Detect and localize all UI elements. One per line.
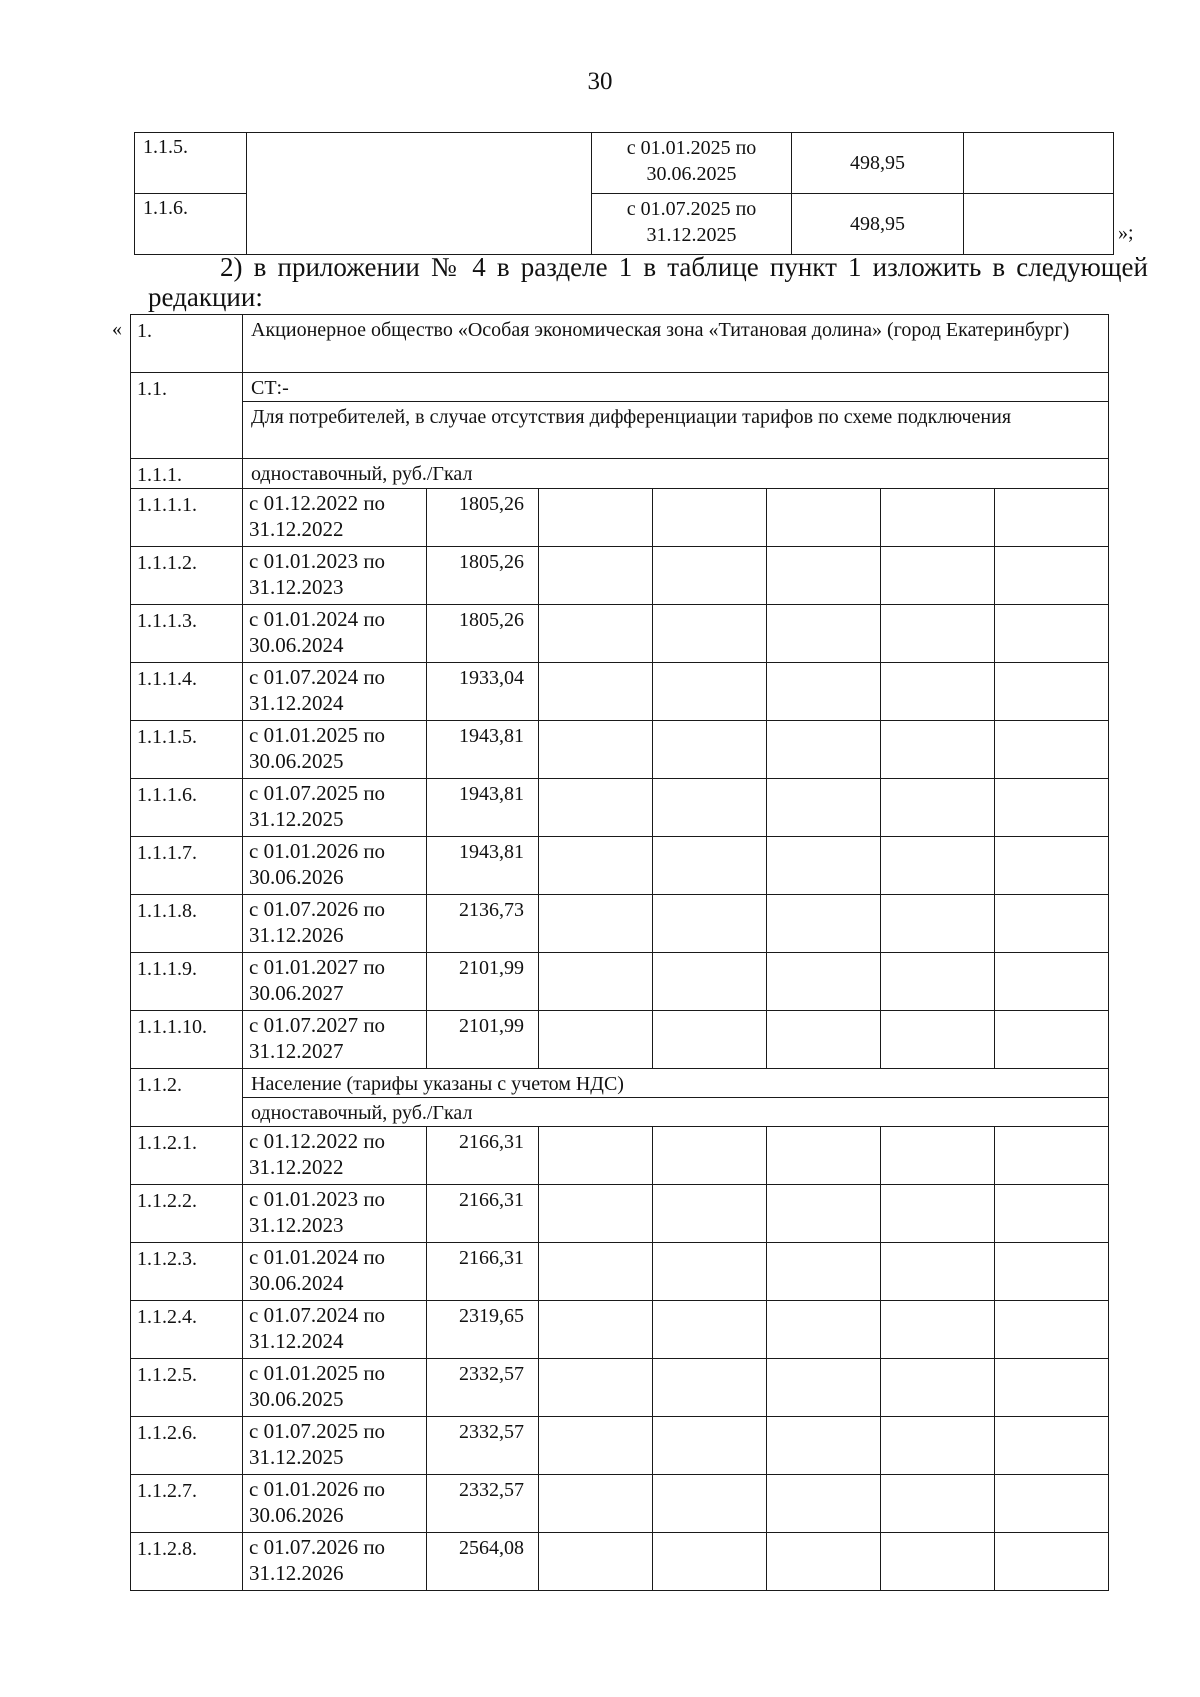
row-number: 1.1.2.3. [131,1243,243,1301]
empty-cell [881,489,995,547]
opening-quote: « [112,318,122,340]
organization-name: Акционерное общество «Особая экономическая зона «Титановая долина» (город Екатеринбург) [243,315,1109,373]
table-row [131,1243,1109,1301]
tariff-value: 1943,81 [427,779,539,837]
period-cell: с 01.07.2025 по 31.12.2025 [592,194,792,255]
tariff-value: 1933,04 [427,663,539,721]
row-number: 1.1.2.8. [131,1533,243,1591]
tariff-value: 1943,81 [427,721,539,779]
empty-cell [995,1185,1109,1243]
tariff-value: 2332,57 [427,1359,539,1417]
row-number: 1.1.1.3. [131,605,243,663]
tariff-value: 2101,99 [427,953,539,1011]
period-cell: с 01.07.2024 по 31.12.2024 [243,1301,427,1359]
empty-cell [881,837,995,895]
table-row [131,1533,1109,1591]
table-row [131,489,1109,547]
section-desc-row [131,402,1109,459]
table-row [131,779,1109,837]
tariff-value: 1805,26 [427,489,539,547]
period-cell: с 01.01.2025 по 30.06.2025 [592,133,792,194]
empty-cell [767,1359,881,1417]
empty-cell [767,1417,881,1475]
closing-quote: »; [1118,222,1134,244]
empty-cell [995,895,1109,953]
empty-cell [653,663,767,721]
empty-cell [767,1301,881,1359]
empty-cell [881,779,995,837]
empty-cell [767,721,881,779]
empty-cell [767,1533,881,1591]
empty-cell [767,837,881,895]
group-header-row [131,1069,1109,1098]
table-row [131,1185,1109,1243]
empty-cell [995,721,1109,779]
paragraph-line-1: 2) в приложении № 4 в разделе 1 в таблице пункт 1 изложить в следующей [220,252,1148,282]
row-number: 1.1.6. [135,194,247,255]
empty-cell [995,1127,1109,1185]
empty-cell [653,837,767,895]
empty-cell [653,605,767,663]
empty-cell [881,605,995,663]
empty-cell [247,133,592,255]
row-number: 1.1.2.4. [131,1301,243,1359]
empty-cell [653,1359,767,1417]
empty-cell [539,1533,653,1591]
empty-cell [539,895,653,953]
empty-cell [995,489,1109,547]
empty-cell [767,605,881,663]
tariff-value: 2136,73 [427,895,539,953]
empty-cell [964,194,1114,255]
row-number: 1.1.1.10. [131,1011,243,1069]
table-row [131,837,1109,895]
row-number: 1.1.1.5. [131,721,243,779]
period-cell: с 01.07.2025 по 31.12.2025 [243,1417,427,1475]
empty-cell [995,1475,1109,1533]
row-number: 1.1. [131,373,243,459]
empty-cell [653,953,767,1011]
tariff-value: 1805,26 [427,605,539,663]
empty-cell [995,1417,1109,1475]
empty-cell [539,547,653,605]
empty-cell [995,663,1109,721]
table-row [131,895,1109,953]
period-cell: с 01.07.2027 по 31.12.2027 [243,1011,427,1069]
tariff-value: 1943,81 [427,837,539,895]
empty-cell [767,953,881,1011]
empty-cell [995,837,1109,895]
empty-cell [653,895,767,953]
empty-cell [539,1301,653,1359]
table-row [131,1359,1109,1417]
tariff-value: 2332,57 [427,1417,539,1475]
empty-cell [767,779,881,837]
empty-cell [539,837,653,895]
row-number: 1. [131,315,243,373]
empty-cell [653,1185,767,1243]
table-row [131,1011,1109,1069]
empty-cell [653,1533,767,1591]
empty-cell [995,1533,1109,1591]
empty-cell [767,1127,881,1185]
empty-cell [964,133,1114,194]
empty-cell [539,953,653,1011]
empty-cell [767,547,881,605]
empty-cell [539,605,653,663]
empty-cell [653,547,767,605]
empty-cell [539,721,653,779]
empty-cell [539,779,653,837]
group-header-row [131,459,1109,489]
empty-cell [767,895,881,953]
row-number: 1.1.1.9. [131,953,243,1011]
empty-cell [881,1185,995,1243]
period-cell: с 01.01.2024 по 30.06.2024 [243,605,427,663]
tariff-value: 2564,08 [427,1533,539,1591]
empty-cell [653,1127,767,1185]
tariff-value: 2319,65 [427,1301,539,1359]
tariff-value: 2332,57 [427,1475,539,1533]
empty-cell [881,953,995,1011]
empty-cell [539,1417,653,1475]
empty-cell [995,1011,1109,1069]
empty-cell [539,489,653,547]
empty-cell [539,1243,653,1301]
paragraph-line-2: редакции: [148,282,263,312]
empty-cell [653,1301,767,1359]
group-subheader-row [131,1098,1109,1127]
period-cell: с 01.07.2026 по 31.12.2026 [243,895,427,953]
empty-cell [653,1011,767,1069]
row-number: 1.1.1.4. [131,663,243,721]
empty-cell [995,1301,1109,1359]
table-row [131,547,1109,605]
empty-cell [653,1475,767,1533]
period-cell: с 01.07.2025 по 31.12.2025 [243,779,427,837]
empty-cell [881,547,995,605]
top-tariff-table [134,132,1114,255]
section-description: Для потребителей, в случае отсутствия дифференциации тарифов по схеме подключения [243,402,1109,459]
period-cell: с 01.07.2024 по 31.12.2024 [243,663,427,721]
empty-cell [881,1417,995,1475]
empty-cell [767,1243,881,1301]
period-cell: с 01.12.2022 по 31.12.2022 [243,489,427,547]
empty-cell [539,1475,653,1533]
period-cell: с 01.01.2026 по 30.06.2026 [243,1475,427,1533]
empty-cell [539,663,653,721]
amendment-paragraph [148,252,1148,312]
row-number: 1.1.1.2. [131,547,243,605]
row-number: 1.1.5. [135,133,247,194]
table-row [131,663,1109,721]
empty-cell [995,953,1109,1011]
table-row [131,1417,1109,1475]
table-row [135,133,1114,194]
empty-cell [881,1475,995,1533]
empty-cell [995,1243,1109,1301]
empty-cell [767,1011,881,1069]
period-cell: с 01.01.2026 по 30.06.2026 [243,837,427,895]
tariff-value: 2166,31 [427,1127,539,1185]
period-cell: с 01.01.2025 по 30.06.2025 [243,1359,427,1417]
empty-cell [881,1359,995,1417]
empty-cell [653,489,767,547]
period-cell: с 01.01.2024 по 30.06.2024 [243,1243,427,1301]
empty-cell [995,605,1109,663]
empty-cell [653,1417,767,1475]
empty-cell [881,1243,995,1301]
empty-cell [881,1533,995,1591]
row-number: 1.1.1.1. [131,489,243,547]
empty-cell [881,1301,995,1359]
table-row [131,1301,1109,1359]
empty-cell [767,1475,881,1533]
tariff-value: 2166,31 [427,1243,539,1301]
table-row [131,1127,1109,1185]
empty-cell [539,1185,653,1243]
tariff-value: 498,95 [792,133,964,194]
empty-cell [767,1185,881,1243]
empty-cell [653,779,767,837]
empty-cell [881,1011,995,1069]
group-label: одноставочный, руб./Гкал [243,459,1109,489]
empty-cell [881,721,995,779]
empty-cell [653,1243,767,1301]
tariff-value: 2101,99 [427,1011,539,1069]
period-cell: с 01.12.2022 по 31.12.2022 [243,1127,427,1185]
section-row [131,373,1109,402]
row-number: 1.1.1. [131,459,243,489]
tariff-value: 2166,31 [427,1185,539,1243]
empty-cell [881,895,995,953]
period-cell: с 01.07.2026 по 31.12.2026 [243,1533,427,1591]
section-label: СТ:- [243,373,1109,402]
row-number: 1.1.1.8. [131,895,243,953]
org-row [131,315,1109,373]
period-cell: с 01.01.2025 по 30.06.2025 [243,721,427,779]
empty-cell [881,663,995,721]
table-row [131,1475,1109,1533]
page-number: 30 [587,68,613,95]
period-cell: с 01.01.2023 по 31.12.2023 [243,547,427,605]
row-number: 1.1.2.5. [131,1359,243,1417]
empty-cell [539,1011,653,1069]
row-number: 1.1.2.2. [131,1185,243,1243]
group-sublabel: одноставочный, руб./Гкал [243,1098,1109,1127]
empty-cell [995,547,1109,605]
tariff-value: 498,95 [792,194,964,255]
empty-cell [881,1127,995,1185]
row-number: 1.1.2.7. [131,1475,243,1533]
empty-cell [995,779,1109,837]
empty-cell [767,489,881,547]
empty-cell [767,663,881,721]
empty-cell [539,1359,653,1417]
group-label: Население (тарифы указаны с учетом НДС) [243,1069,1109,1098]
empty-cell [653,721,767,779]
row-number: 1.1.1.7. [131,837,243,895]
row-number: 1.1.2.6. [131,1417,243,1475]
row-number: 1.1.2. [131,1069,243,1127]
table-row [131,953,1109,1011]
table-row [131,721,1109,779]
row-number: 1.1.2.1. [131,1127,243,1185]
empty-cell [995,1359,1109,1417]
main-tariff-table [130,314,1109,1591]
tariff-value: 1805,26 [427,547,539,605]
period-cell: с 01.01.2023 по 31.12.2023 [243,1185,427,1243]
row-number: 1.1.1.6. [131,779,243,837]
table-row [131,605,1109,663]
empty-cell [539,1127,653,1185]
period-cell: с 01.01.2027 по 30.06.2027 [243,953,427,1011]
